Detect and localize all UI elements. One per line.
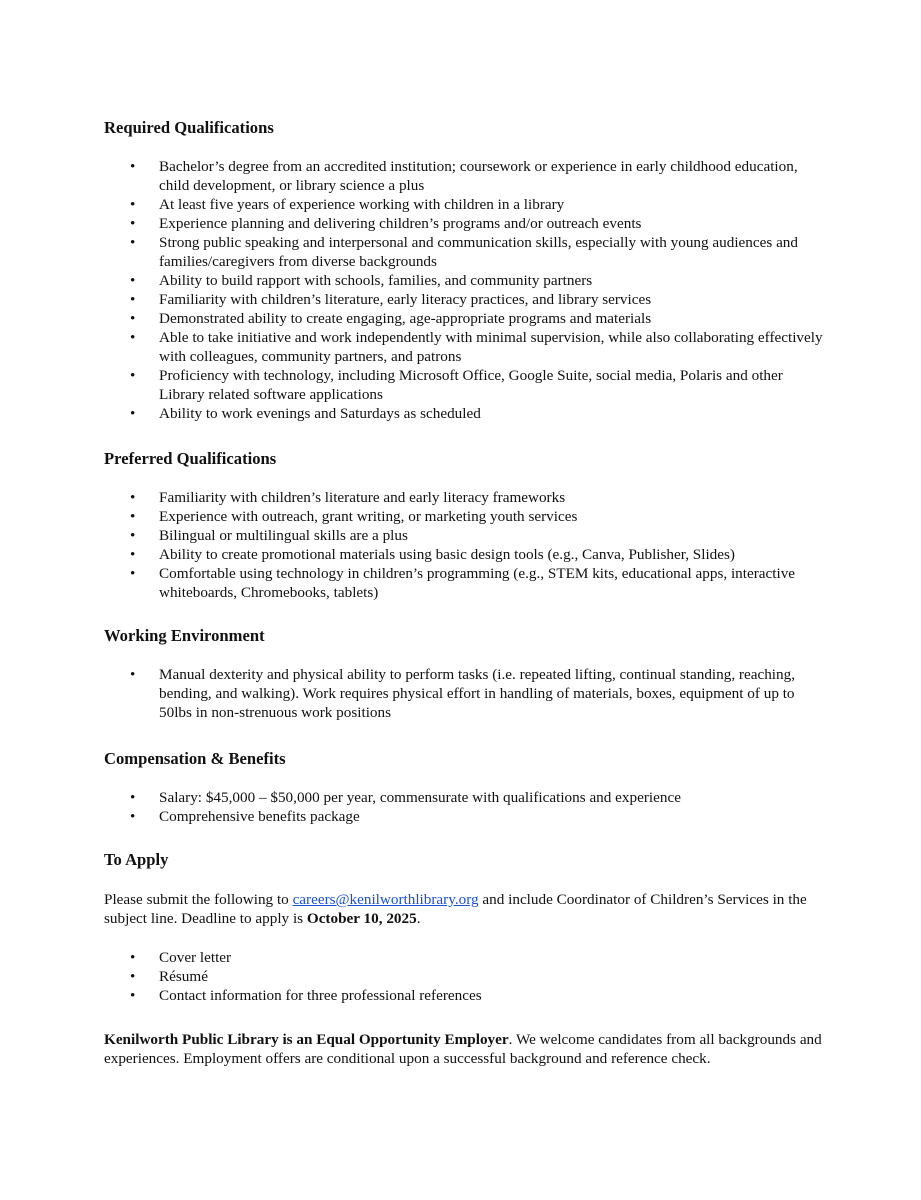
compensation-heading: Compensation & Benefits xyxy=(104,749,286,768)
list-item: • Familiarity with children’s literature, early literacy practices, and library services xyxy=(104,290,824,309)
list-item: • Familiarity with children’s literature and early literacy frameworks xyxy=(104,488,824,507)
list-item: • Ability to build rapport with schools, families, and community partners xyxy=(104,271,824,290)
to-apply-section xyxy=(104,850,824,1005)
list-item: • Ability to create promotional materials using basic design tools (e.g., Canva, Publisher, Slides) xyxy=(104,545,824,564)
working-environment-section xyxy=(104,626,824,722)
list-item: • Experience planning and delivering children’s programs and/or outreach events xyxy=(104,214,824,233)
eeo-bold-text: Kenilworth Public Library is an Equal Opportunity Employer xyxy=(104,1031,509,1048)
list-item: • Demonstrated ability to create engaging, age-appropriate programs and materials xyxy=(104,309,824,328)
eeo-statement xyxy=(104,1030,824,1068)
eeo-rest-text: . We welcome candidates from all backgrounds and experiences. Employment offers are conditional upon a successful background and reference check. xyxy=(104,1031,822,1067)
application-materials-list xyxy=(104,948,824,1005)
list-item: • Experience with outreach, grant writing, or marketing youth services xyxy=(104,507,824,526)
apply-instructions xyxy=(104,890,824,928)
to-apply-heading: To Apply xyxy=(104,850,169,869)
list-item: • Bilingual or multilingual skills are a plus xyxy=(104,526,824,545)
apply-intro-end: . xyxy=(416,910,421,927)
preferred-qualifications-heading: Preferred Qualifications xyxy=(104,449,277,468)
working-environment-heading: Working Environment xyxy=(104,626,265,645)
compensation-section xyxy=(104,749,824,826)
email-link[interactable]: careers@kenilworthlibrary.org xyxy=(292,891,479,908)
preferred-qualifications-section xyxy=(104,449,824,602)
list-item: • At least five years of experience working with children in a library xyxy=(104,195,824,214)
list-item: • Bachelor’s degree from an accredited institution; coursework or experience in early childhood education, child development, or library science a plus xyxy=(104,157,824,195)
list-item: • Comfortable using technology in children’s programming (e.g., STEM kits, educational apps, interactive whiteboards, Chromebooks, tablets) xyxy=(104,564,824,602)
list-item: • Ability to work evenings and Saturdays as scheduled xyxy=(104,404,824,423)
list-item: • Proficiency with technology, including Microsoft Office, Google Suite, social media, Polaris and other Library related software applications xyxy=(104,366,824,404)
eeo-statement-section xyxy=(104,1030,824,1068)
required-qualifications-section xyxy=(104,118,824,423)
list-item: • Contact information for three professional references xyxy=(104,986,824,1005)
compensation-list xyxy=(104,788,824,826)
list-item: • Able to take initiative and work independently with minimal supervision, while also collaborating effectively with colleagues, community partners, and patrons xyxy=(104,328,824,366)
apply-intro-text: Please submit the following to xyxy=(104,891,293,908)
apply-intro-text: and include Coordinator of Children’s Services in the subject line. Deadline to apply is xyxy=(104,891,807,927)
list-item: • Manual dexterity and physical ability to perform tasks (i.e. repeated lifting, continual standing, reaching, bending, and walking). Work requires physical effort in handling of materials, boxes, equipment of up to 50lbs in non-strenuous work positions xyxy=(104,665,824,722)
list-item: • Cover letter xyxy=(104,948,824,967)
list-item: • Strong public speaking and interpersonal and communication skills, especially with young audiences and families/caregivers from diverse backgrounds xyxy=(104,233,824,271)
list-item: • Salary: $45,000 – $50,000 per year, commensurate with qualifications and experience xyxy=(104,788,824,807)
deadline-date: October 10, 2025 xyxy=(306,910,417,927)
required-qualifications-list xyxy=(104,157,824,423)
required-qualifications-heading: Required Qualifications xyxy=(104,118,274,137)
preferred-qualifications-list xyxy=(104,488,824,602)
list-item: • Résumé xyxy=(104,967,824,986)
working-environment-list xyxy=(104,665,824,722)
list-item: • Comprehensive benefits package xyxy=(104,807,824,826)
